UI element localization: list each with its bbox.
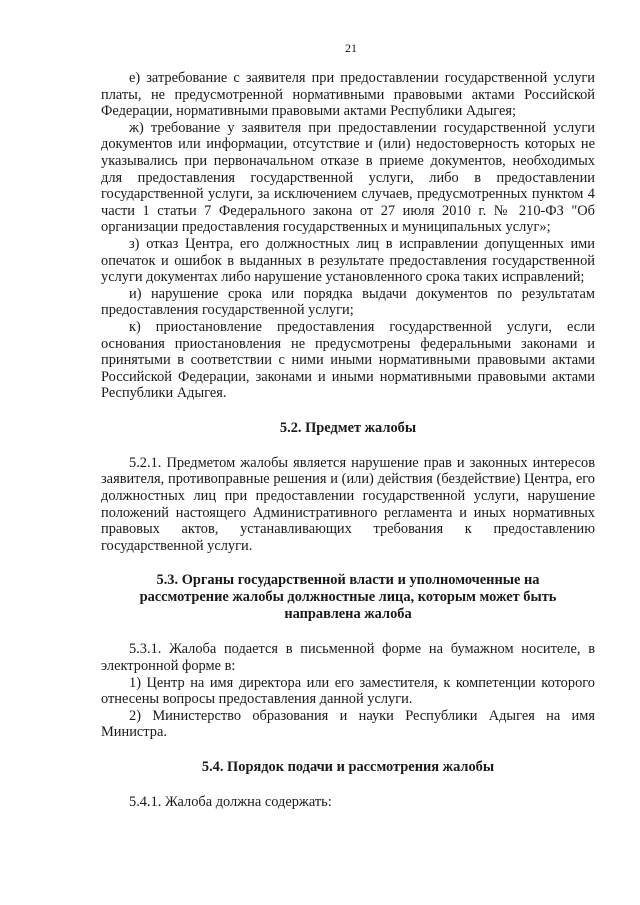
section-5-4-heading: 5.4. Порядок подачи и рассмотрения жалобы [201, 759, 495, 775]
paragraph-z: з) отказ Центра, его должностных лиц в исправлении допущенных ими опечаток и ошибок в выданных в результате предоставления государственной услуги документах либо нарушение установленного срока таких исправлений; [101, 235, 595, 286]
paragraph-zh: ж) требование у заявителя при предоставлении государственной услуги документов или информации, отсутствие и (или) недостоверность которых не указывались при первоначальном отказе в приеме документов, необходимых для предоставления государственной услуги, либо в предоставлении государственной услуги, за исключением случаев, предусмотренных пунктом 4 части 1 статьи 7 Федерального закона от 27 июля 2010 г. № 210-ФЗ "Об организации предоставления государственных и муниципальных услуг»; [101, 119, 595, 236]
section-5-3-heading-line-1: 5.3. Органы государственной власти и уполномоченные на [156, 572, 540, 589]
section-5-3-heading-line-3: направлена жалоба [284, 606, 412, 623]
paragraph-5-4-1: 5.4.1. Жалоба должна содержать: [129, 794, 332, 810]
section-5-3-heading [101, 572, 595, 623]
paragraph-5-3-1-item-1: 1) Центр на имя директора или его заместителя, к компетенции которого отнесены вопросы предоставления данной услуги. [101, 674, 595, 708]
paragraph-k: к) приостановление предоставления государственной услуги, если основания приостановления не предусмотрены федеральными законами и принятыми в соответствии с ними иными нормативными правовыми актами Российской Федерации, законами и иными нормативными правовыми актами Республики Адыгея. [101, 318, 595, 402]
section-5-2-heading: 5.2. Предмет жалобы [279, 419, 417, 436]
paragraph-e: е) затребование с заявителя при предоставлении государственной услуги платы, не предусмотренной нормативными правовыми актами Российской Федерации, нормативными правовыми актами Республики Адыгея; [101, 70, 595, 120]
paragraph-5-3-1: 5.3.1. Жалоба подается в письменной форме на бумажном носителе, в электронной форме в: [101, 641, 595, 675]
document-page [101, 40, 595, 811]
section-5-3-heading-line-2: рассмотрение жалобы должностные лица, которым может быть [139, 589, 557, 606]
paragraph-5-3-1-item-2: 2) Министерство образования и науки Республики Адыгея на имя Министра. [101, 707, 595, 741]
paragraph-i: и) нарушение срока или порядка выдачи документов по результатам предоставления государственной услуги; [101, 285, 595, 319]
paragraph-5-2-1: 5.2.1. Предметом жалобы является нарушение прав и законных интересов заявителя, противоправные решения и (или) действия (бездействие) Центра, его должностных лиц при предоставлении государственной услуги, нарушение положений настоящего Административного регламента и иных нормативных правовых актов, устанавливающих требования к предоставлению государственной услуги. [101, 454, 595, 554]
page-number: 21 [345, 41, 357, 55]
